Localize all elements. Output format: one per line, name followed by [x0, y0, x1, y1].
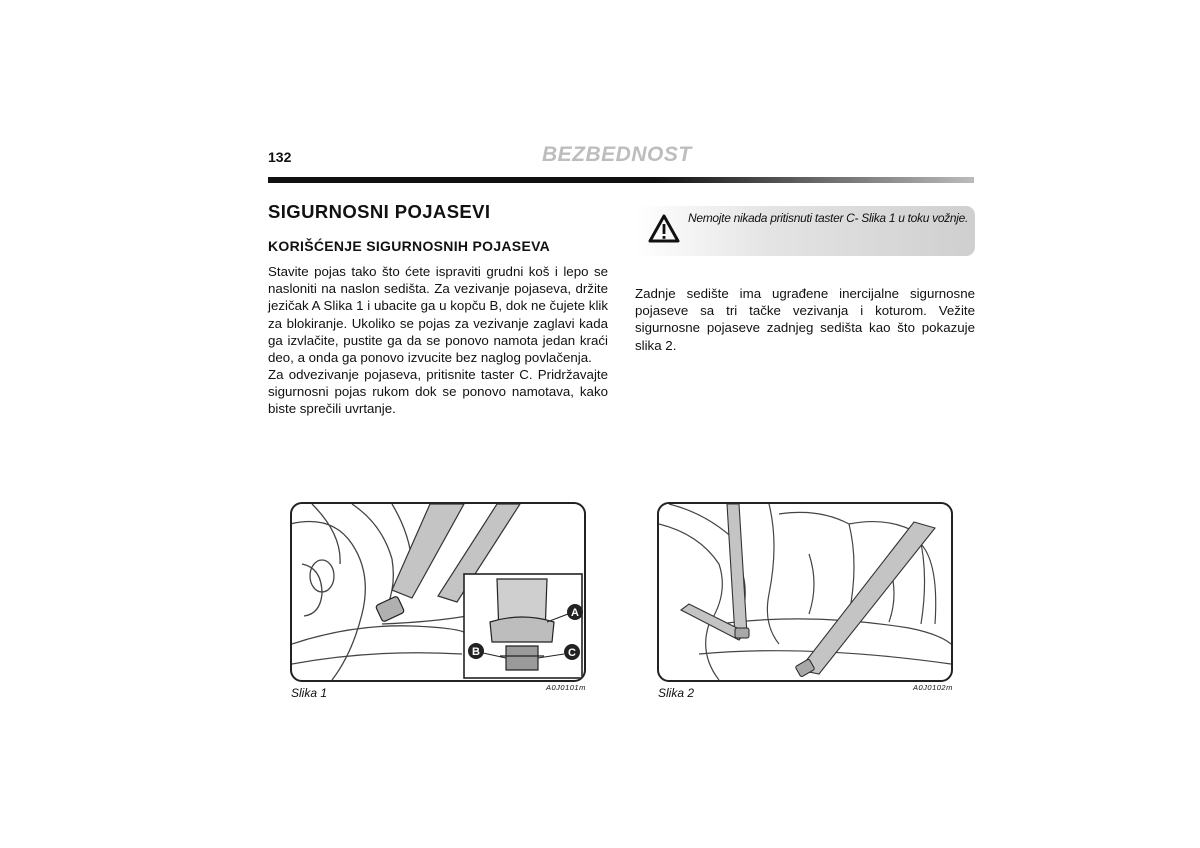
body-paragraph: Za odvezivanje pojaseva, pritisnite taster C. Pridržavajte sigurnosni pojas rukom dok se ponovo namotava, kako biste sprečili uvrtanje. — [268, 367, 608, 417]
figure-2-code: A0J0102m — [913, 683, 953, 692]
figure-2-illustration — [657, 502, 953, 682]
running-title: BEZBEDNOST — [542, 143, 692, 166]
header-rule — [268, 177, 974, 183]
figure-2-caption: Slika 2 — [658, 686, 695, 700]
page-number: 132 — [268, 149, 292, 165]
figure-label-c: C — [568, 647, 576, 659]
body-paragraph: Zadnje sedište ima ugrađene inercijalne sigurnosne pojaseve sa tri tačke vezivanja i koturom. Vežite sigurnosne pojaseve zadnjeg sedišta kao što pokazuje slika 2. — [635, 286, 975, 353]
figure-1-code: A0J0101m — [546, 683, 586, 692]
figure-1-caption: Slika 1 — [291, 686, 328, 700]
warning-triangle-icon — [648, 214, 680, 244]
subsection-title: KORIŠĆENJE SIGURNOSNIH POJASEVA — [268, 238, 551, 254]
figure-label-a: A — [571, 607, 579, 619]
figure-1-illustration — [290, 502, 586, 682]
section-title: SIGURNOSNI POJASEVI — [268, 201, 491, 222]
body-paragraph: Stavite pojas tako što ćete ispraviti grudni koš i lepo se nasloniti na naslon sedišta. Za vezivanje pojaseva, držite jezičak A Slika 1 i ubacite ga u kopču B, dok ne čujete klik za blokiranje. Ukoliko se pojas za vezivanje zaglavi kada ga izvlačite, pustite ga da se ponovo namota jedan kraći deo, a onda ga ponovo izvucite bez naglog povlačenja. — [268, 264, 608, 366]
warning-text: Nemojte nikada pritisnuti taster C- Slika 1 u toku vožnje. — [688, 211, 969, 225]
figure-label-b: B — [472, 646, 480, 658]
